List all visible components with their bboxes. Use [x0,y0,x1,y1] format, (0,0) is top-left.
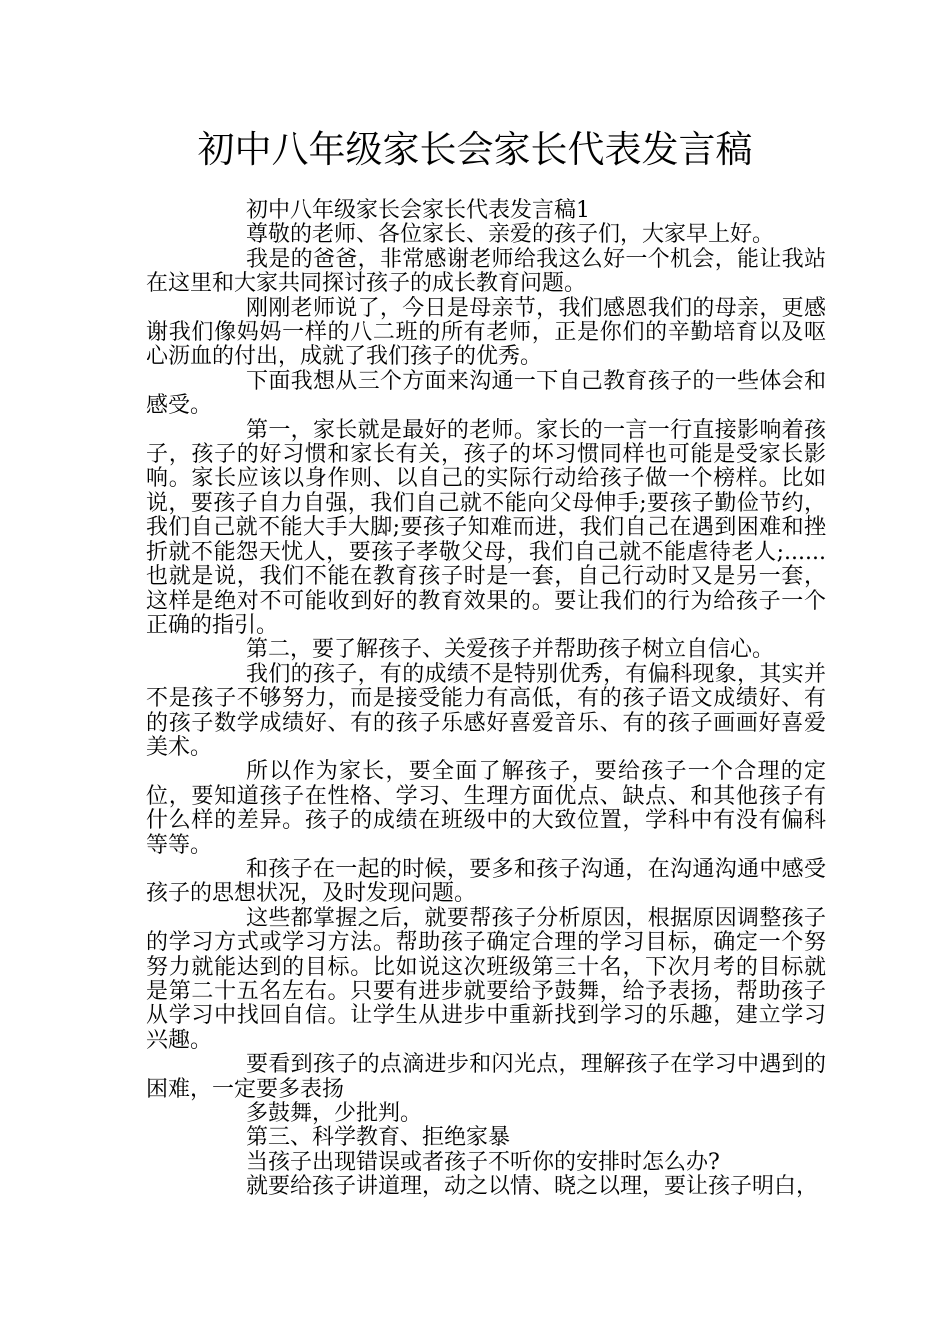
paragraph: 要看到孩子的点滴进步和闪光点，理解孩子在学习中遇到的困难，一定要多表扬 [146,1052,826,1102]
paragraph: 尊敬的老师、各位家长、亲爱的孩子们，大家早上好。 [246,222,775,248]
paragraph: 第三、科学教育、拒绝家暴 [246,1125,511,1151]
paragraph: 所以作为家长，要全面了解孩子，要给孩子一个合理的定位，要知道孩子在性格、学习、生理方面优点、缺点、和其他孩子有什么样的差异。孩子的成绩在班级中的大致位置，学科中有没有偏科等等。 [146,759,826,858]
paragraph: 多鼓舞，少批判。 [246,1101,423,1127]
paragraph: 第一，家长就是最好的老师。家长的一言一行直接影响着孩子，孩子的好习惯和家长有关，孩子的坏习惯同样也可能是受家长影响。家长应该以身作则、以自己的实际行动给孩子做一个榜样。比如说，要孩子自力自强，我们自己就不能向父母伸手;要孩子勤俭节约，我们自己就不能大手大脚;要孩子知难而进，我们自己在遇到困难和挫折就不能怨天忧人，要孩子孝敬父母，我们自己就不能虐待老人;......也就是说，我们不能在教育孩子时是一套，自己行动时又是另一套，这样是绝对不可能收到好的教育效果的。要让我们的行为给孩子一个正确的指引。 [146,417,826,638]
paragraph: 我们的孩子，有的成绩不是特别优秀，有偏科现象，其实并不是孩子不够努力，而是接受能力有高低，有的孩子语文成绩好、有的孩子数学成绩好、有的孩子乐感好喜爱音乐、有的孩子画画好喜爱美术。 [146,661,826,760]
paragraph: 下面我想从三个方面来沟通一下自己教育孩子的一些体会和感受。 [146,368,826,419]
paragraph: 第二，要了解孩子、关爱孩子并帮助孩子树立自信心。 [246,637,775,663]
paragraph: 刚刚老师说了，今日是母亲节，我们感恩我们的母亲，更感谢我们像妈妈一样的八二班的所有老师，正是你们的辛勤培育以及呕心沥血的付出，成就了我们孩子的优秀。 [146,295,826,370]
paragraph: 就要给孩子讲道理，动之以情、晓之以理，要让孩子明白， [246,1174,819,1200]
document-body [146,199,826,1200]
paragraph: 我是的爸爸，非常感谢老师给我这么好一个机会，能让我站在这里和大家共同探讨孩子的成长教育问题。 [146,246,826,297]
paragraph: 初中八年级家长会家长代表发言稿1 [246,198,590,223]
document-title: 初中八年级家长会家长代表发言稿 [197,128,753,171]
paragraph: 当孩子出现错误或者孩子不听你的安排时怎么办? [246,1149,720,1175]
paragraph: 和孩子在一起的时候，要多和孩子沟通，在沟通沟通中感受孩子的思想状况，及时发现问题。 [146,856,826,907]
paragraph: 这些都掌握之后，就要帮孩子分析原因，根据原因调整孩子的学习方式或学习方法。帮助孩子确定合理的学习目标，确定一个努努力就能达到的目标。比如说这次班级第三十名，下次月考的目标就是第二十五名左右。只要有进步就要给予鼓舞，给予表扬，帮助孩子从学习中找回自信。让学生从进步中重新找到学习的乐趣，建立学习兴趣。 [146,905,826,1053]
